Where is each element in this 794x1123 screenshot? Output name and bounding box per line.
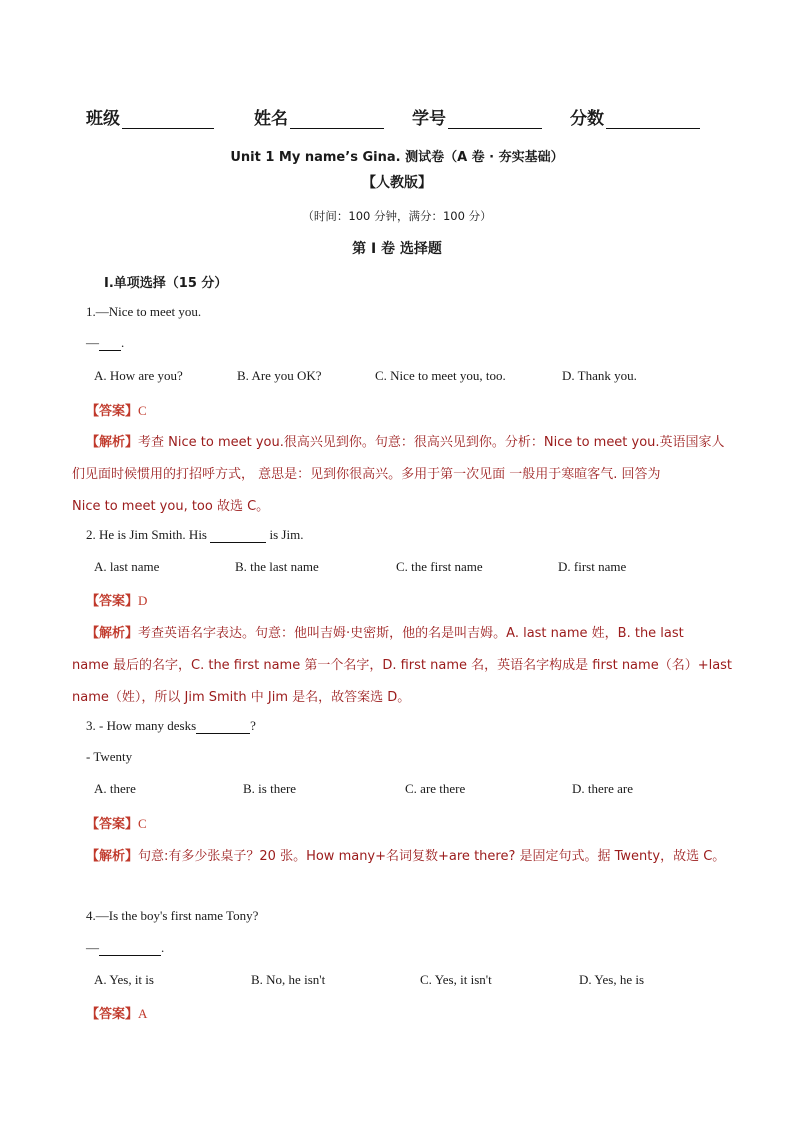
question-4-stem: 4.—Is the boy's first name Tony? [86,908,259,923]
question-1-option-d[interactable]: D. Thank you. [562,368,637,383]
question-1-reply [86,335,124,351]
explanation-text: 句意:有多少张桌子？20 张。How many+名词复数+are there? 是固定句式。据 Twenty，故选 C。 [138,849,726,864]
question-2-option-c[interactable]: C. the first name [396,559,483,574]
section-heading: I.单项选择（15 分） [104,276,228,291]
question-3-option-d[interactable]: D. there are [572,781,633,796]
answer-value: A [138,1006,148,1021]
volume-heading: 第 I 卷 选择题 [352,241,442,257]
question-1-answer [86,400,147,419]
stem-part-a: 3. - How many desks [86,718,197,733]
question-1-stem: 1.—Nice to meet you. [86,304,202,319]
explanation-label: 【解析】 [86,626,139,641]
question-3-option-c[interactable]: C. are there [405,781,466,796]
question-1-option-a[interactable]: A. How are you? [94,368,183,383]
class-label: 班级 [86,109,120,129]
name-label: 姓名 [254,109,288,129]
question-1-explanation-line-1 [86,431,725,450]
answer-label: 【答案】 [86,594,139,609]
edition-label: 【人教版】 [362,175,432,191]
question-2-explanation-line-1 [86,622,684,641]
student-id-label: 学号 [412,109,446,129]
answer-value: D [138,593,148,608]
answer-blank[interactable] [99,942,161,956]
answer-value: C [138,403,147,418]
question-2-explanation-line-2: name 最后的名字，C. the first name 第一个名字，D. first name 名，英语名字构成是 first name（名）+last [72,658,733,673]
question-4-answer [86,1003,147,1022]
answer-blank[interactable] [99,337,121,351]
question-2-option-a[interactable]: A. last name [94,559,160,574]
student-info-fields [86,104,726,129]
question-4-option-d[interactable]: D. Yes, he is [579,972,645,987]
score-field [570,104,726,129]
question-3-answer [86,813,147,832]
class-blank[interactable] [122,110,214,129]
question-4-option-a[interactable]: A. Yes, it is [94,972,154,987]
answer-label: 【答案】 [86,404,139,419]
score-label: 分数 [570,109,604,129]
question-4-option-c[interactable]: C. Yes, it isn't [420,972,492,987]
name-blank[interactable] [290,110,384,129]
explanation-text: 考查 Nice to meet you.很高兴见到你。句意：很高兴见到你。分析：Nice to meet you.英语国家人 [138,435,725,450]
class-field [86,104,254,129]
question-3-explanation-line-1 [86,845,725,864]
question-1-option-c[interactable]: C. Nice to meet you, too. [375,368,506,383]
explanation-label: 【解析】 [86,849,139,864]
stem-part-b: is Jim. [266,527,304,542]
question-1-option-b[interactable]: B. Are you OK? [237,368,322,383]
stem-part-a: 2. He is Jim Smith. His [86,527,211,542]
answer-label: 【答案】 [86,1007,139,1022]
question-3-option-a[interactable]: A. there [94,781,136,796]
question-1-explanation-line-3: Nice to meet you, too 故选 C。 [72,499,270,514]
reply-end: . [121,335,125,350]
answer-blank[interactable] [210,529,266,543]
name-field [254,104,412,129]
reply-dash: — [86,335,99,350]
explanation-label: 【解析】 [86,435,139,450]
student-id-field [412,104,570,129]
question-1-explanation-line-2: 们见面时候惯用的打招呼方式， 意思是：见到你很高兴。多用于第一次见面 一般用于寒暄客气. 回答为 [72,467,661,482]
explanation-text: 考查英语名字表达。句意：他叫吉姆·史密斯，他的名是叫吉姆。A. last name 姓，B. the last [138,626,684,641]
question-4-reply [86,940,164,956]
question-3-stem [86,718,256,734]
question-4-option-b[interactable]: B. No, he isn't [251,972,326,987]
answer-label: 【答案】 [86,817,139,832]
question-3-option-b[interactable]: B. is there [243,781,297,796]
question-2-answer [86,590,147,609]
question-2-stem [86,527,303,543]
score-blank[interactable] [606,110,700,129]
time-info: （时间：100 分钟，满分：100 分） [302,209,492,223]
page-title: Unit 1 My name’s Gina. 测试卷（A 卷 · 夯实基础） [230,150,564,165]
reply-end: . [161,940,165,955]
student-id-blank[interactable] [448,110,542,129]
question-2-option-d[interactable]: D. first name [558,559,627,574]
answer-value: C [138,816,147,831]
reply-dash: — [86,940,99,955]
question-2-option-b[interactable]: B. the last name [235,559,319,574]
question-2-explanation-line-3: name（姓），所以 Jim Smith 中 Jim 是名，故答案选 D。 [72,690,411,705]
answer-blank[interactable] [196,720,250,734]
question-3-reply: - Twenty [86,749,133,764]
stem-part-b: ? [250,718,256,733]
